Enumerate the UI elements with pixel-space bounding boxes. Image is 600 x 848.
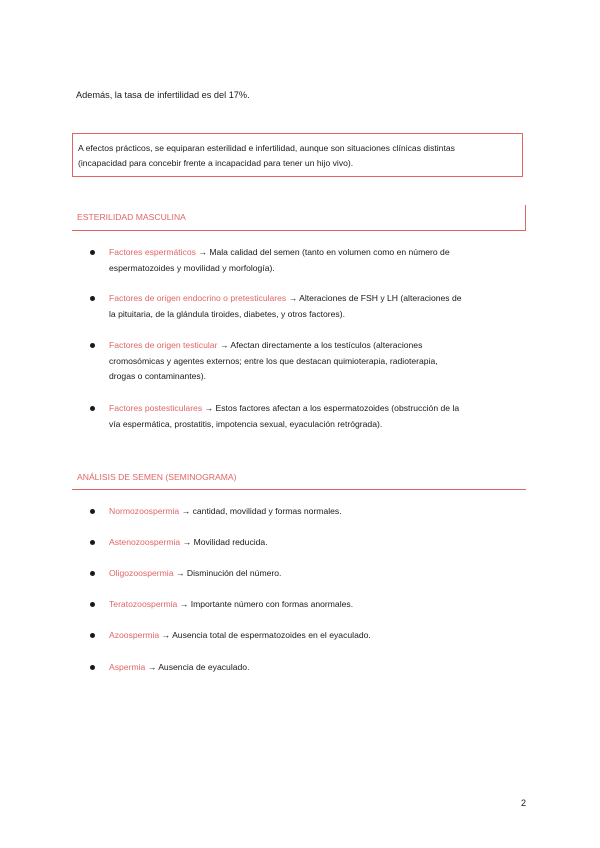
item-text: Alteraciones de FSH y LH (alteraciones de xyxy=(299,293,462,303)
term-label: Astenozoospermia xyxy=(109,537,181,547)
note-box xyxy=(72,133,523,177)
bullet-icon xyxy=(90,602,95,607)
term-label: Aspermia xyxy=(109,662,146,672)
term-label: Factores de origen endocrino o pretesticulares xyxy=(109,293,287,303)
bullet-icon xyxy=(90,540,95,545)
arrow-icon: → xyxy=(179,599,189,609)
note-line-2: (incapacidad para concebir frente a incapacidad para tener un hijo vivo). xyxy=(78,158,354,168)
arrow-icon: → xyxy=(219,340,229,350)
list-item-line: la pituitaria, de la glándula tiroides, diabetes, y otros factores). xyxy=(109,308,345,319)
arrow-icon: → xyxy=(147,662,157,672)
arrow-icon: → xyxy=(161,630,171,640)
list-item-line xyxy=(109,338,529,354)
list-item-teratozoospermia xyxy=(109,597,529,613)
item-text: Disminución del número. xyxy=(186,568,282,578)
arrow-icon: → xyxy=(182,537,192,547)
item-text: Ausencia total de espermatozoides en el eyaculado. xyxy=(172,630,371,640)
list-item-factores-endocrinos xyxy=(109,291,529,322)
term-label: Teratozoospermia xyxy=(109,599,178,609)
term-label: Normozoospermia xyxy=(109,506,180,516)
term-label: Factores postesticulares xyxy=(109,403,203,413)
term-label: Oligozoospermia xyxy=(109,568,174,578)
arrow-icon: → xyxy=(204,403,214,413)
item-text: Estos factores afectan a los espermatozoides (obstrucción de la xyxy=(215,403,460,413)
bullet-icon xyxy=(90,633,95,638)
list-item-astenozoospermia xyxy=(109,535,529,551)
list-item-line: drogas o contaminantes). xyxy=(109,371,206,381)
arrow-icon: → xyxy=(198,247,207,257)
note-line-1: A efectos prácticos, se equiparan esterilidad e infertilidad, aunque son situaciones clínicas distintas xyxy=(78,143,455,153)
bullet-icon xyxy=(90,343,95,348)
section-heading-esterilidad-masculina: ESTERILIDAD MASCULINA xyxy=(72,205,526,231)
list-item-aspermia xyxy=(109,660,529,676)
item-text: Importante número con formas anormales. xyxy=(190,599,354,609)
bullet-icon xyxy=(90,509,95,514)
list-item-factores-postesticulares xyxy=(109,401,529,432)
list-item-line: vía espermática, prostatitis, impotencia sexual, eyaculación retrógrada). xyxy=(109,418,383,429)
bullet-icon xyxy=(90,250,95,255)
item-text: Afectan directamente a los testículos (alteraciones xyxy=(230,340,423,350)
arrow-icon: → xyxy=(175,568,185,578)
bullet-icon xyxy=(90,406,95,411)
term-label: Azoospermia xyxy=(109,630,160,640)
bullet-icon xyxy=(90,296,95,301)
list-item-line xyxy=(109,245,529,261)
list-item-line xyxy=(109,291,529,307)
arrow-icon: → xyxy=(181,506,191,516)
item-text: Mala calidad del semen (tanto en volumen como en número de xyxy=(209,247,450,257)
list-item-line: cromosómicas y agentes externos; entre los que destacan quimioterapia, radioterapia, xyxy=(109,355,438,366)
term-label: Factores de origen testicular xyxy=(109,340,218,350)
list-item-azoospermia xyxy=(109,628,529,644)
term-label: Factores espermáticos xyxy=(109,247,196,257)
item-text: cantidad, movilidad y formas normales. xyxy=(192,506,342,516)
list-item-factores-testiculares xyxy=(109,338,529,385)
list-item-oligozoospermia xyxy=(109,566,529,582)
list-item-factores-espermaticos xyxy=(109,245,529,276)
list-item-normozoospermia xyxy=(109,504,529,520)
item-text: Ausencia de eyaculado. xyxy=(158,662,250,672)
list-item-line xyxy=(109,401,529,417)
item-text: Movilidad reducida. xyxy=(193,537,268,547)
arrow-icon: → xyxy=(288,293,298,303)
list-item-line: espermatozoides y movilidad y morfología). xyxy=(109,262,275,273)
page-number: 2 xyxy=(521,798,527,808)
section-heading-seminograma: ANÁLISIS DE SEMEN (SEMINOGRAMA) xyxy=(72,465,526,490)
bullet-icon xyxy=(90,571,95,576)
intro-paragraph: Además, la tasa de infertilidad es del 17%. xyxy=(76,90,250,100)
bullet-icon xyxy=(90,665,95,670)
